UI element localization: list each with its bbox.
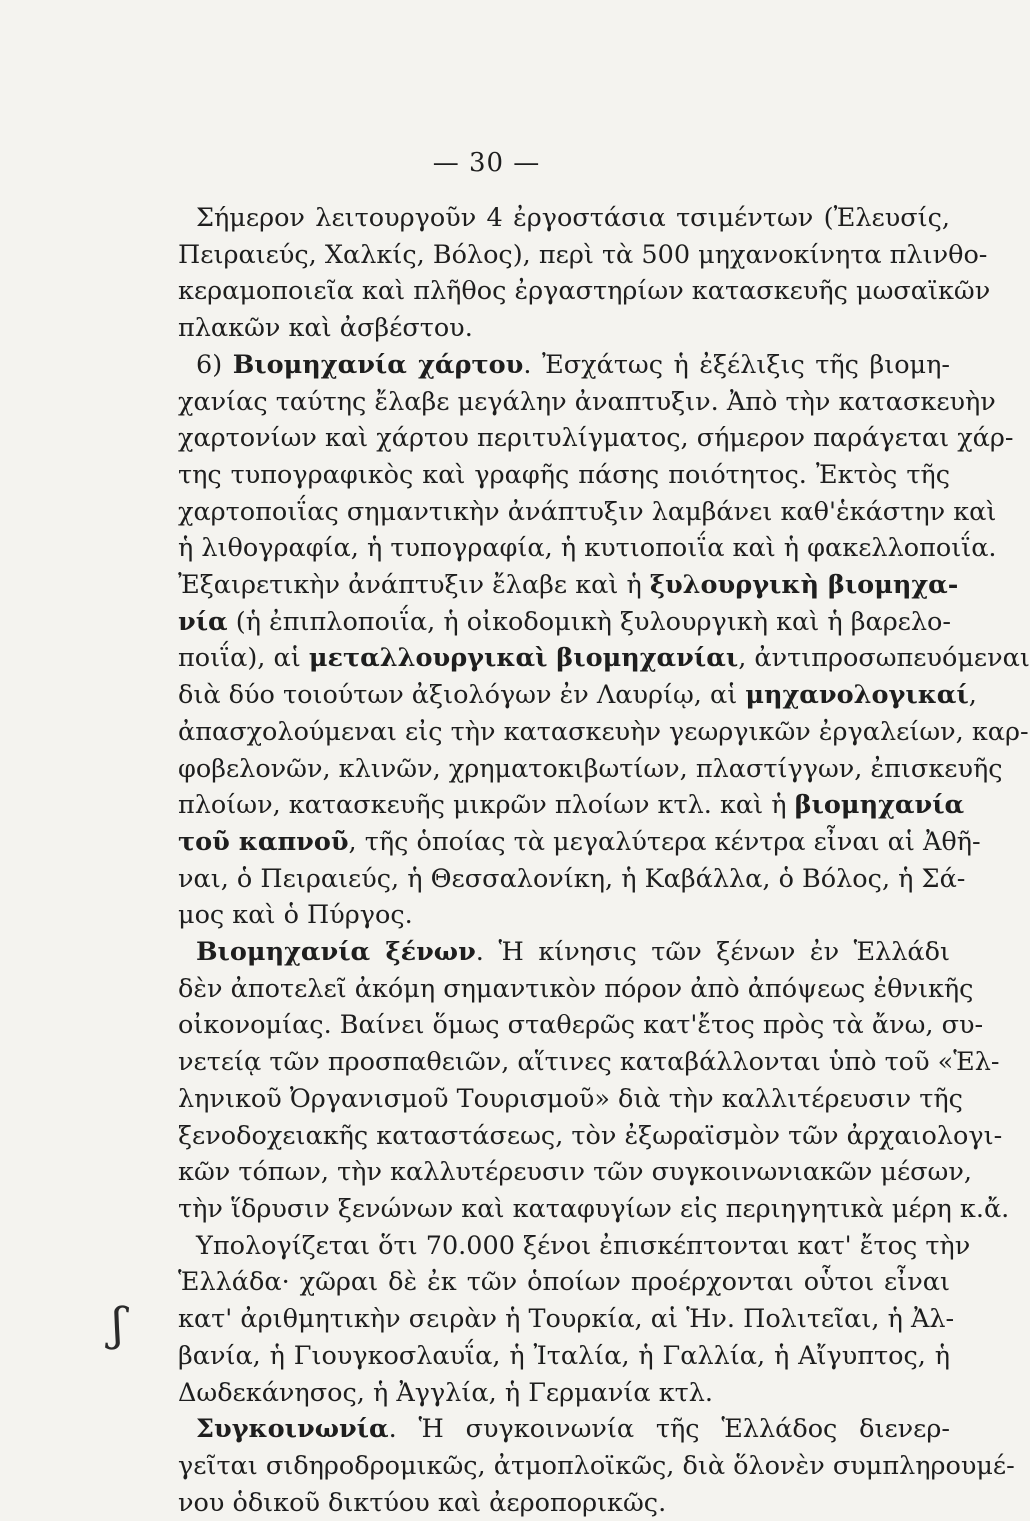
bold-heading-text: τοῦ καπνοῦ (178, 826, 349, 857)
text-run: πλακῶν καὶ ἀσβέστου. (178, 313, 473, 344)
text-run: φοβελονῶν, κλινῶν, χρηματοκιβωτίων, πλαστίγγων, ἐπισκευῆς (178, 753, 1003, 784)
text-line (178, 384, 996, 421)
text-line (178, 1264, 950, 1301)
bold-heading-text: νία (178, 606, 228, 637)
text-line (178, 1007, 984, 1044)
text-run: ἡ λιθογραφία, ἡ τυπογραφία, ἡ κυτιοποιΐα καὶ ἡ φακελλοποιΐα. (178, 533, 997, 564)
text-line (178, 567, 959, 604)
text-run: Πειραιεύς, Χαλκίς, Βόλος), περὶ τὰ 500 μηχανοκίνητα πλινθο- (178, 239, 988, 270)
text-run: κεραμοποιεῖα καὶ πλῆθος ἐργαστηρίων κατασκευῆς μωσαϊκῶν (178, 276, 991, 307)
text-line (178, 714, 1029, 751)
text-line (178, 1448, 1015, 1485)
bold-heading-text: Συγκοινωνία (196, 1414, 389, 1445)
text-line (178, 751, 1003, 788)
bold-heading-text: βιομηχανία (794, 790, 965, 821)
text-run: βανία, ἡ Γιουγκοσλαυΐα, ἡ Ἰταλία, ἡ Γαλλία, ἡ Αἴγυπτος, ἡ (178, 1340, 950, 1371)
text-run: τὴν ἵδρυσιν ξενώνων καὶ καταφυγίων εἰς περιηγητικὰ μέρη κ.ἄ. (178, 1193, 1010, 1224)
text-run: . Ἐσχάτως ἡ ἐξέλιξις τῆς βιομη- (523, 349, 951, 380)
text-run: 6) (196, 349, 233, 380)
text-line (178, 1044, 1000, 1081)
text-line (178, 237, 988, 274)
text-line (178, 273, 991, 310)
text-run: Ἐξαιρετικὴν ἀνάπτυξιν ἔλαβε καὶ ἡ (178, 570, 650, 601)
text-run: Ἑλλάδα· χῶραι δὲ ἐκ τῶν ὁποίων προέρχονται οὗτοι εἶναι (178, 1267, 950, 1298)
text-run: γεῖται σιδηροδρομικῶς, ἀτμοπλοϊκῶς, διὰ ὅλονὲν συμπληρουμέ- (178, 1450, 1015, 1481)
text-run: κατ' ἀριθμητικὴν σειρὰν ἡ Τουρκία, αἱ Ἡν. Πολιτεῖαι, ἡ Ἀλ- (178, 1304, 955, 1335)
text-run: χανίας ταύτης ἔλαβε μεγάλην ἀναπτυξιν. Ἀπὸ τὴν κατασκευὴν (178, 386, 996, 417)
text-line (178, 1411, 950, 1448)
text-run: , (968, 680, 977, 711)
text-run: διὰ δύο τοιούτων ἀξιολόγων ἐν Λαυρίῳ, αἱ (178, 680, 746, 711)
text-run: . Ἡ συγκοινωνία τῆς Ἑλλάδος διενερ- (388, 1414, 950, 1445)
text-run: πλοίων, κατασκευῆς μικρῶν πλοίων κτλ. καὶ ἡ (178, 790, 795, 821)
text-line (178, 1191, 1010, 1228)
bold-heading-text: μεταλλουργικαὶ βιομηχανίαι (308, 643, 739, 674)
text-line (178, 824, 981, 861)
text-line (178, 420, 1014, 457)
text-line (178, 640, 1030, 677)
text-line (178, 347, 950, 384)
text-run: . Ἡ κίνησις τῶν ξένων ἐν Ἑλλάδι (475, 937, 950, 968)
text-run: χαρτονίων καὶ χάρτου περιτυλίγματος, σήμερον παράγεται χάρ- (178, 423, 1014, 454)
text-run: οἰκονομίας. Βαίνει ὅμως σταθερῶς κατ'ἔτος πρὸς τὰ ἄνω, συ- (178, 1010, 984, 1041)
text-run: νετείᾳ τῶν προσπαθειῶν, αἵτινες καταβάλλονται ὑπὸ τοῦ «Ἑλ- (178, 1047, 1000, 1078)
text-line (178, 677, 977, 714)
text-run: νου ὁδικοῦ δικτύου καὶ ἀεροπορικῶς. (178, 1487, 667, 1518)
text-line (178, 1118, 1003, 1155)
text-line (178, 604, 950, 641)
text-line (178, 1081, 963, 1118)
body-text (178, 200, 1030, 1521)
text-line (178, 200, 950, 237)
text-line (178, 1301, 955, 1338)
bold-heading-text: Βιομηχανία χάρτου (232, 349, 524, 380)
text-line (178, 494, 997, 531)
bold-heading-text: Βιομηχανία ξένων (196, 937, 476, 968)
text-line (178, 861, 966, 898)
text-line (178, 1338, 950, 1375)
text-run: ναι, ὁ Πειραιεύς, ἡ Θεσσαλονίκη, ἡ Καβάλλα, ὁ Βόλος, ἡ Σά- (178, 863, 966, 894)
text-run: ξενοδοχειακῆς καταστάσεως, τὸν ἐξωραϊσμὸν τῶν ἀρχαιολογι- (178, 1120, 1003, 1151)
text-run: χαρτοποιΐας σημαντικὴν ἀνάπτυξιν λαμβάνει καθ'ἑκάστην καὶ (178, 496, 997, 527)
text-run: Υπολογίζεται ὅτι 70.000 ξένοι ἐπισκέπτονται κατ' ἔτος τὴν (196, 1230, 971, 1261)
text-line (178, 971, 974, 1008)
text-line (178, 1485, 950, 1521)
text-run: ἀπασχολούμεναι εἰς τὴν κατασκευὴν γεωργικῶν ἐργαλείων, καρ- (178, 716, 1029, 747)
text-run: Δωδεκάνησος, ἡ Ἀγγλία, ἡ Γερμανία κτλ. (178, 1377, 714, 1408)
text-run: της τυπογραφικὸς καὶ γραφῆς πάσης ποιότητος. Ἐκτὸς τῆς (178, 459, 950, 490)
handwritten-margin-mark: ʃ (109, 1296, 128, 1352)
bold-heading-text: μηχανολογικαί (745, 680, 969, 711)
text-line (178, 897, 950, 934)
page-number: — 30 — (432, 148, 541, 178)
text-run: (ἡ ἐπιπλοποιΐα, ἡ οἰκοδομικὴ ξυλουργικὴ καὶ ἡ βαρελο- (227, 606, 952, 637)
text-line (178, 457, 950, 494)
text-line (178, 1228, 971, 1265)
text-line (178, 310, 950, 347)
text-run: ληνικοῦ Ὀργανισμοῦ Τουρισμοῦ» διὰ τὴν καλλιτέρευσιν τῆς (178, 1083, 963, 1114)
text-run: δὲν ἀποτελεῖ ἀκόμη σημαντικὸν πόρον ἀπὸ ἀπόψεως ἐθνικῆς (178, 973, 974, 1004)
text-run: ποιΐα), αἱ (178, 643, 309, 674)
text-line (178, 787, 965, 824)
text-run: , τῆς ὁποίας τὰ μεγαλύτερα κέντρα εἶναι αἱ Ἀθῆ- (348, 826, 981, 857)
text-line (178, 1154, 972, 1191)
text-run: Σήμερον λειτουργοῦν 4 ἐργοστάσια τσιμέντων (Ἐλευσίς, (196, 203, 950, 233)
bold-heading-text: ξυλουργικὴ βιομηχα- (649, 570, 959, 601)
text-line (178, 1375, 950, 1412)
text-run: , ἀντιπροσωπευόμεναι (738, 643, 1030, 674)
text-run: κῶν τόπων, τὴν καλλυτέρευσιν τῶν συγκοινωνιακῶν μέσων, (178, 1157, 972, 1188)
text-run: μος καὶ ὁ Πύργος. (178, 900, 413, 931)
text-line (178, 934, 950, 971)
text-line (178, 530, 997, 567)
